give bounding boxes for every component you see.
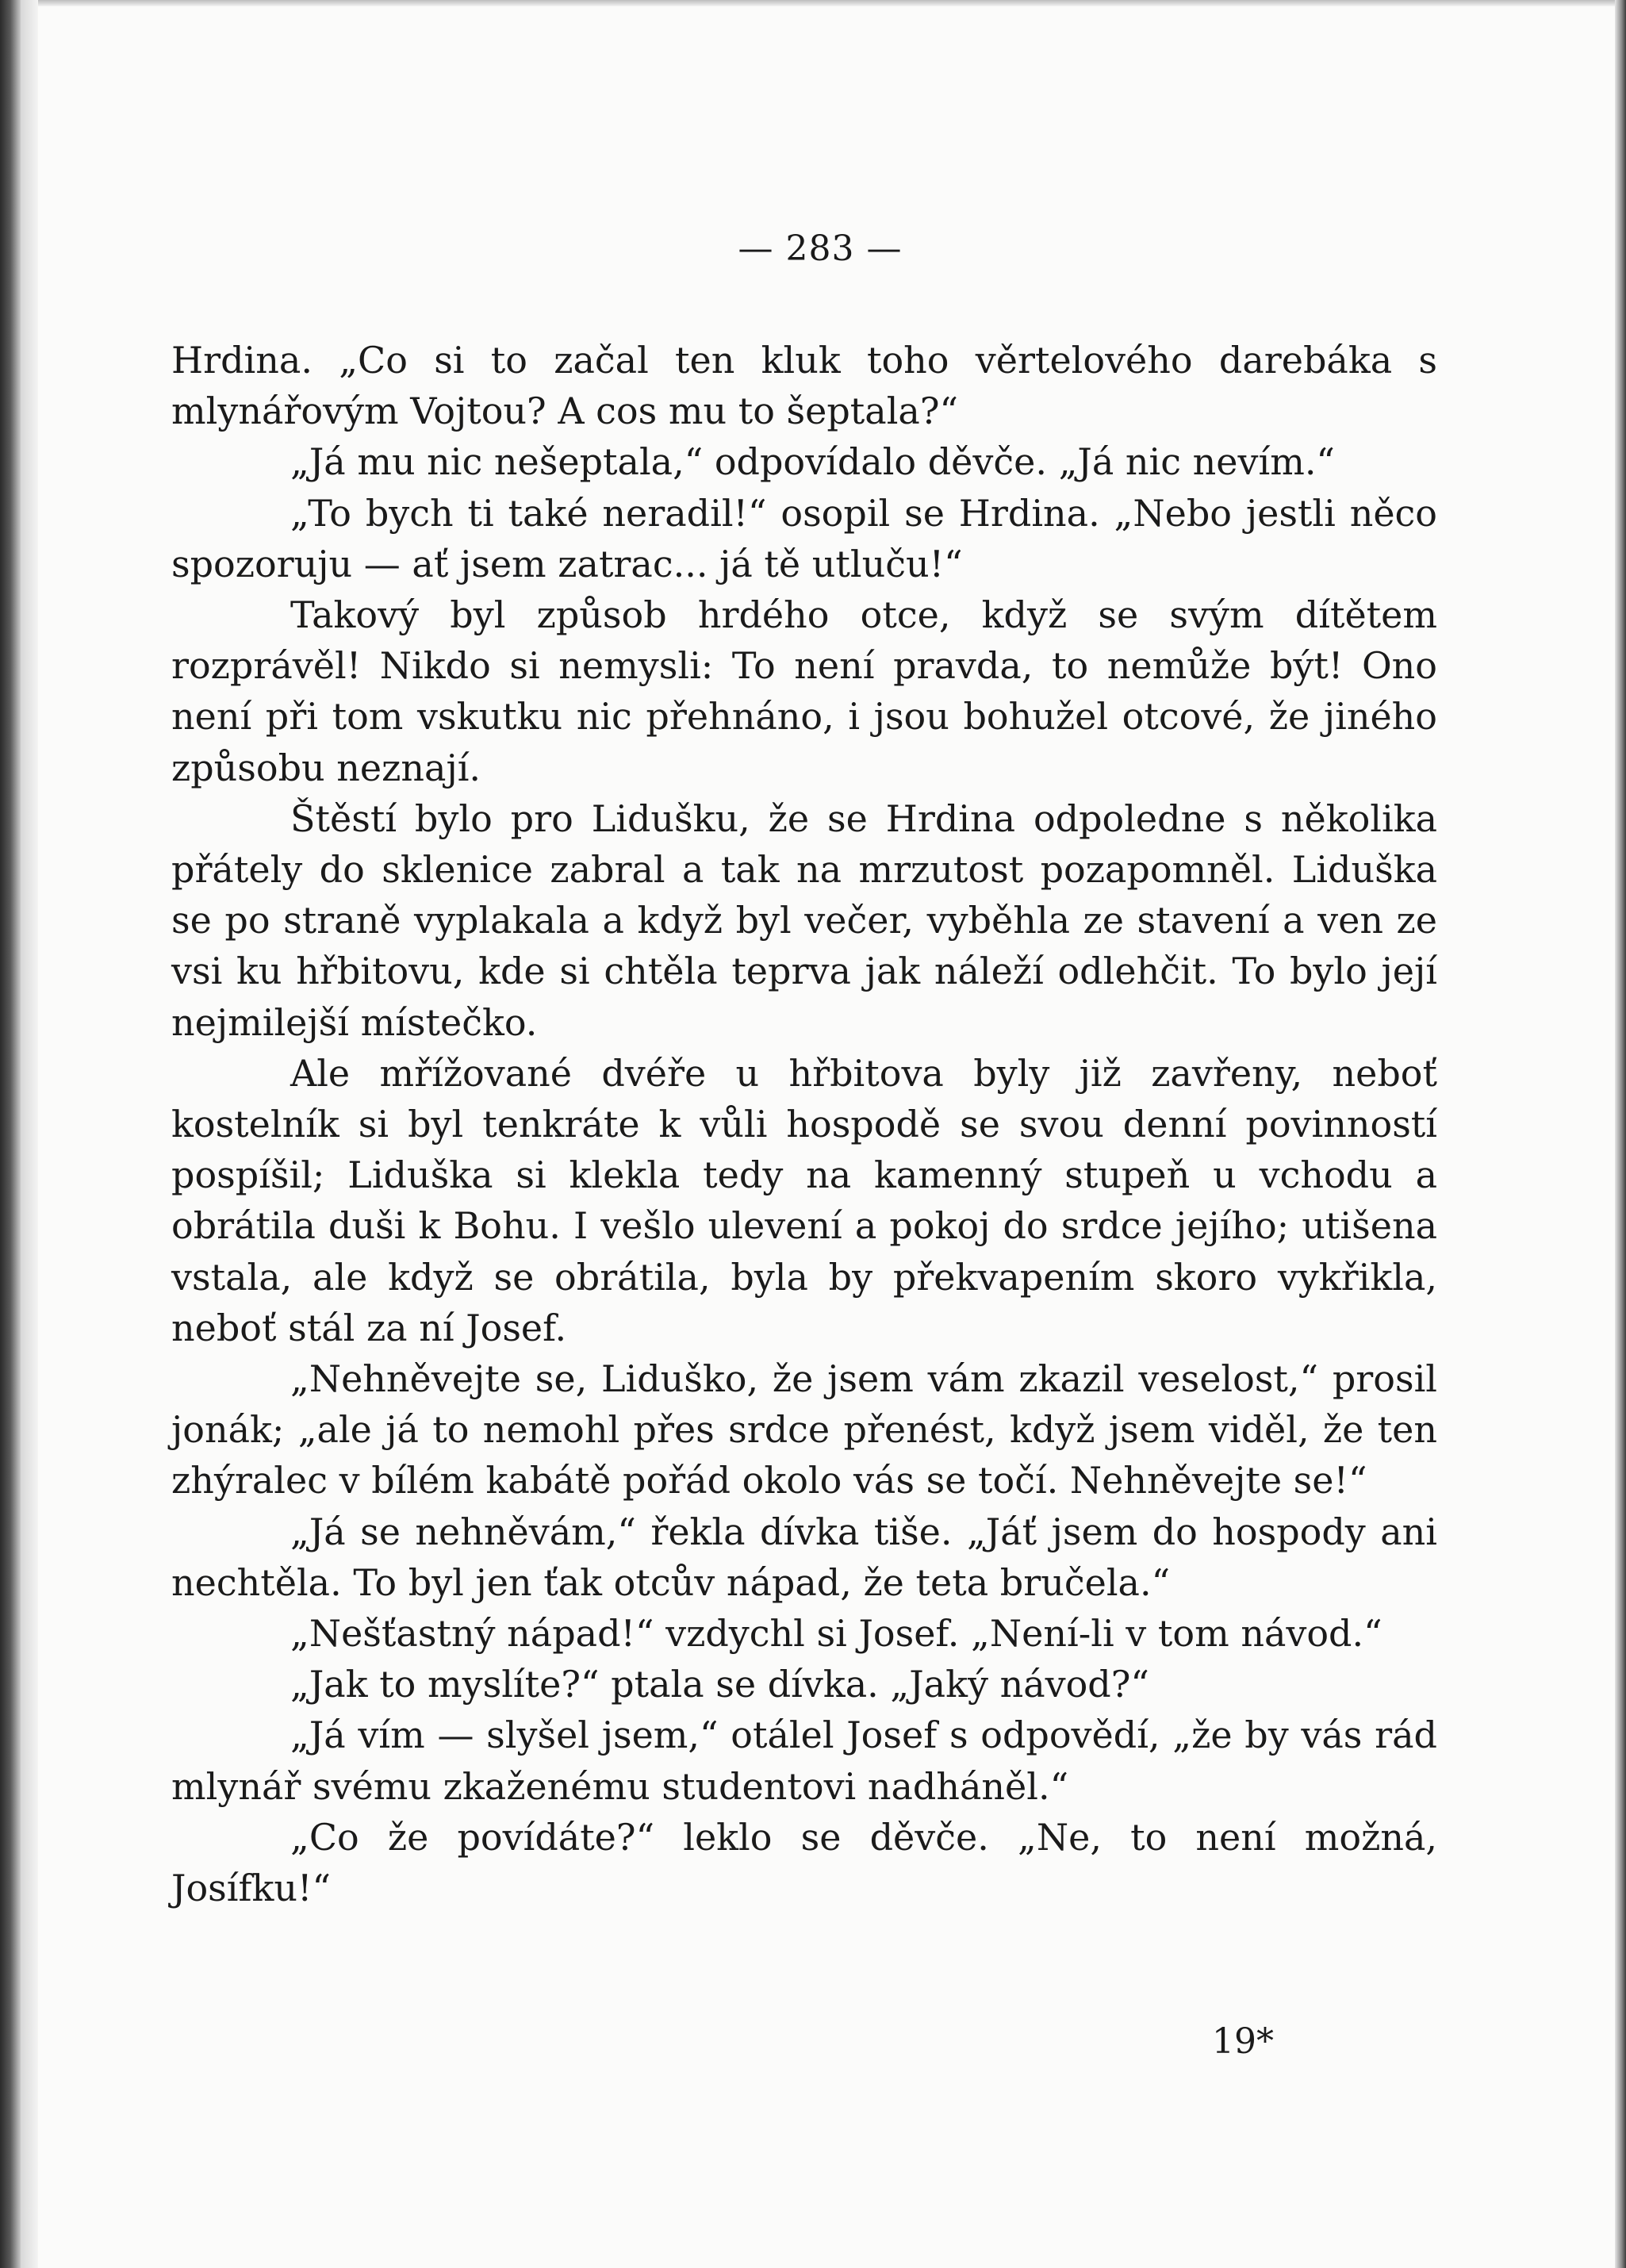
page-number: — 283 — — [738, 228, 903, 269]
paragraph: „Nešťastný nápad!“ vzdychl si Josef. „Není-li v tom návod.“ — [290, 1612, 1382, 1656]
paragraph: „Nehněvejte se, Liduško, že jsem vám zkazil veselost,“ prosil jonák; „ale já to nemohl přes srdce přenést, když jsem viděl, že ten zhýralec v bílém kabátě pořád okolo vás se točí. Nehněvejte se!“ — [171, 1357, 1437, 1502]
paragraph: Ale mřížované dvéře u hřbitova byly již zavřeny, neboť kostelník si byl tenkráte k vůli hospodě se svou denní povinností pospíšil; Liduška si klekla tedy na kamenný stupeň u vchodu a obrátila duši k Bohu. I vešlo ulevení a pokoj do srdce jejího; utišena vstala, ale když se obrátila, byla by překvapením skoro vykřikla, neboť stál za ní Josef. — [171, 1051, 1437, 1349]
paragraph: „Co že povídáte?“ leklo se děvče. „Ne, to není možná, Josífku!“ — [171, 1815, 1437, 1910]
paragraph: „Já mu nic nešeptala,“ odpovídalo děvče. „Já nic nevím.“ — [290, 440, 1335, 484]
scan-edge-left — [0, 0, 21, 2268]
paragraph: Takový byl způsob hrdého otce, když se svým dítětem rozprávěl! Nikdo si nemysli: To není pravda, to nemůže být! Ono není při tom vskutku nic přehnáno, i jsou bohužel otcové, že jiného způsobu neznají. — [171, 593, 1437, 789]
paragraph: „Já se nehněvám,“ řekla dívka tiše. „Jáť jsem do hospody ani nechtěla. To byl jen ťak otcův nápad, že teta bručela.“ — [171, 1510, 1437, 1604]
paragraph: „Jak to myslíte?“ ptala se dívka. „Jaký návod?“ — [290, 1663, 1149, 1706]
scan-edge-right — [1615, 0, 1626, 2268]
paragraph: Štěstí bylo pro Lidušku, že se Hrdina odpoledne s několika přátely do sklenice zabral a tak na mrzutost pozapomněl. Liduška se po straně vyplakala a když byl večer, vyběhla ze stavení a ven ze vsi ku hřbitovu, kde si chtěla teprva jak náleží odlehčit. To bylo její nejmilejší místečko. — [171, 796, 1437, 1044]
paragraph: „To bych ti také neradil!“ osopil se Hrdina. „Nebo jestli něco spozoruju — ať jsem zatrac... já tě utluču!“ — [171, 491, 1437, 585]
text-block — [171, 230, 1437, 1913]
paragraph: Hrdina. „Co si to začal ten kluk toho věrtelového darebáka s mlynářovým Vojtou? A cos mu to šeptala?“ — [171, 339, 1437, 433]
scan-edge-left-shadow — [21, 0, 38, 2268]
signature-mark: 19* — [1212, 2021, 1274, 2062]
scan-edge-top — [0, 0, 1626, 6]
paragraph: „Já vím — slyšel jsem,“ otálel Josef s odpovědí, „že by vás rád mlynář svému zkaženému studentovi nadháněl.“ — [171, 1713, 1437, 1808]
